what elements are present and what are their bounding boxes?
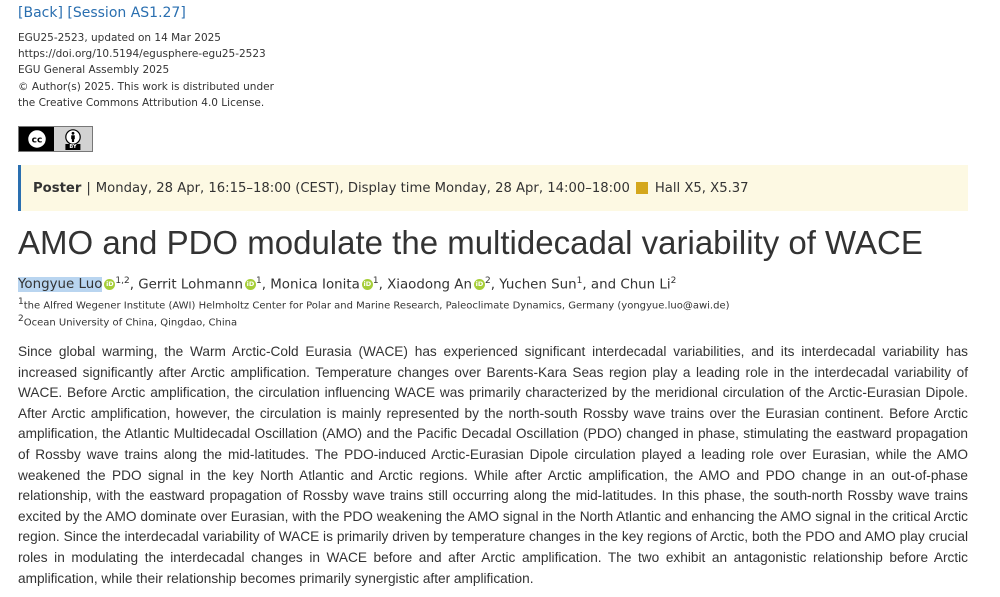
author-separator: , xyxy=(490,277,500,293)
author-name[interactable]: Yongyue Luo xyxy=(18,277,103,293)
orcid-icon[interactable]: iD xyxy=(106,279,114,288)
abstract-text: Since global warming, the Warm Arctic-Cold Eurasia (WACE) has experienced significant interdecadal variabilities, and its interdecadal variability has increased significantly after Arctic amplification. Temperature changes over Barents-Kara Seas region play a leading role in the interdecadal variability of WACE. Before Arctic amplification, the circulation influencing WACE was primarily characterized by the meridional circulation of the Arctic-Eurasian Dipole. After Arctic amplification, however, the circulation is mainly represented by the north-south Rossby wave trains over the Eurasian continent. Before Arctic amplification, the Atlantic Multidecadal Oscillation (AMO) and the Pacific Decadal Oscillation (PDO) changed in phase, stimulating the eastward propagation of Rossby wave trains along the mid-latitudes. The PDO-induced Arctic-Eurasian Dipole circulation played a leading role over Eurasian, while the AMO weakened the PDO signal in the key North Atlantic and Arctic regions. While after Arctic amplification, the AMO and PDO change in an out-of-phase relationship, with the eastward propagation of Rossby wave trains still occurring along the mid-latitudes. In this phase, the south-north Rossby wave trains excited by the AMO dominate over Eurasian, with the PDO weakening the AMO signal in the North Atlantic and enhancing the AMO signal in the critical Arctic region. Since the interdecadal variability of WACE is primarily driven by temperature changes in the key regions of Arctic, both the PDO and AMO play crucial roles in modulating the interdecadal changes in WACE before and after Arctic amplification. The two exhibit an antagonistic relationship before Arctic amplification, while their relationship becomes primarily synergistic after amplification. xyxy=(18,344,968,586)
license-line: the Creative Commons Attribution 4.0 License. xyxy=(18,96,265,109)
author-name[interactable]: Gerrit Lohmann xyxy=(138,277,243,293)
affiliation-1 xyxy=(18,297,730,311)
author-separator: , xyxy=(129,277,139,293)
author-affiliation-number: 2 xyxy=(484,276,491,286)
author-name[interactable]: Yuchen Sun xyxy=(499,277,577,293)
author-affiliation-number: 2 xyxy=(670,276,677,286)
poster-schedule: Monday, 28 Apr, 16:15–18:00 (CEST), Display time Monday, 28 Apr, 14:00–18:00 xyxy=(95,180,630,196)
author-affiliation-number: 1 xyxy=(576,276,583,286)
author-name[interactable]: Chun Li xyxy=(620,277,671,293)
affiliation-text: the Alfred Wegener Institute (AWI) Helmholtz Center for Polar and Marine Research, Paleoclimate Dynamics, Germany (yongyue.luo@awi.de) xyxy=(23,300,730,312)
orcid-icon[interactable]: iD xyxy=(475,279,484,288)
affiliation-2 xyxy=(18,314,237,328)
presentation-type: Poster xyxy=(33,180,82,196)
author-list xyxy=(18,276,676,292)
cc-logo-icon xyxy=(19,127,54,151)
author-name[interactable]: Xiaodong An xyxy=(387,277,472,293)
session-link[interactable]: [Session AS1.27] xyxy=(67,5,186,21)
author-separator: , and xyxy=(582,277,621,293)
poster-info-box xyxy=(18,165,968,211)
author-affiliation-number: 1 xyxy=(255,276,262,286)
attribution-person-icon xyxy=(54,127,92,151)
orcid-icon[interactable]: iD xyxy=(363,279,372,288)
location-marker-icon xyxy=(636,182,648,194)
affiliation-number: 1 xyxy=(18,297,24,307)
page-title: AMO and PDO modulate the multidecadal variability of WACE xyxy=(18,224,923,261)
author-affiliation-number: 1 xyxy=(372,276,379,286)
poster-separator: | xyxy=(86,180,91,196)
affiliation-text: Ocean University of China, Qingdao, China xyxy=(23,317,238,329)
author-separator: , xyxy=(261,277,271,293)
author-name[interactable]: Monica Ionita xyxy=(270,277,360,293)
orcid-icon[interactable]: iD xyxy=(246,279,255,288)
by-label: BY xyxy=(65,144,80,150)
cc-letters: cc xyxy=(31,135,42,146)
affiliation-number: 2 xyxy=(18,314,24,324)
abstract-id-line: EGU25-2523, updated on 14 Mar 2025 xyxy=(18,32,221,44)
copyright-line: © Author(s) 2025. This work is distributed under xyxy=(18,80,274,93)
poster-location: Hall X5, X5.37 xyxy=(654,180,749,196)
author-affiliation-number: 1,2 xyxy=(115,276,130,286)
back-link[interactable]: [Back] xyxy=(18,5,63,21)
assembly-line: EGU General Assembly 2025 xyxy=(18,64,170,77)
publication-meta xyxy=(18,30,274,111)
cc-by-license-badge[interactable] xyxy=(18,126,93,152)
navigation-links xyxy=(18,5,186,21)
doi-line: https://doi.org/10.5194/egusphere-egu25-2523 xyxy=(18,48,266,61)
author-separator: , xyxy=(378,277,388,293)
